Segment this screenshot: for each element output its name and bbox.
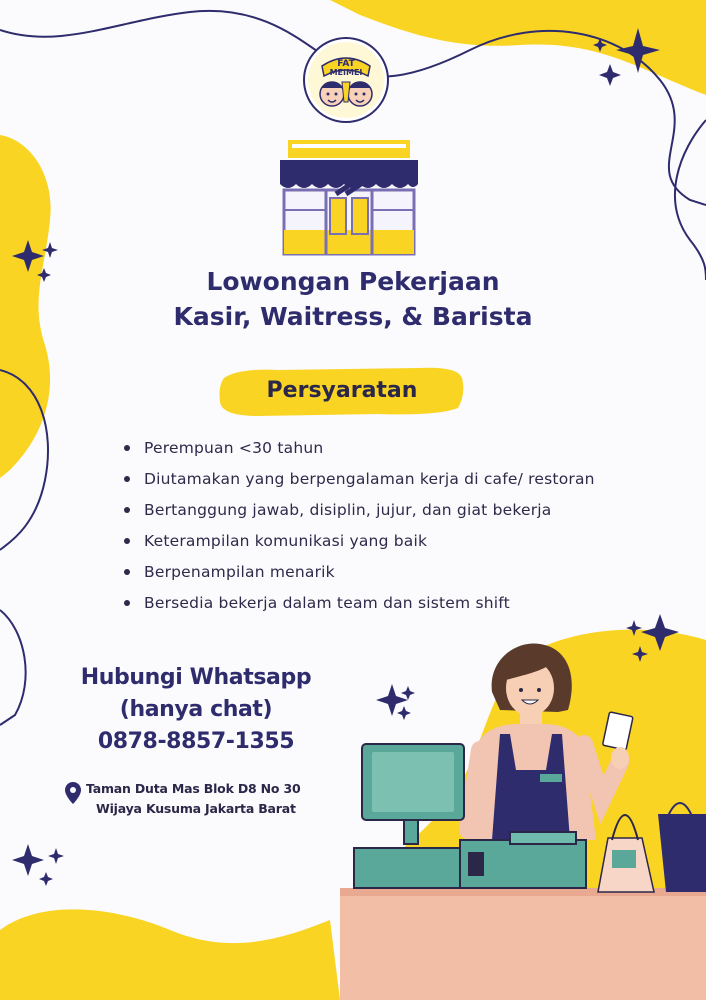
list-item: Bertanggung jawab, disiplin, jujur, dan giat bekerja [122,496,682,527]
cashier-illustration [340,640,706,1000]
address-line-1: Taman Duta Mas Blok D8 No 30 [86,781,301,796]
yellow-blob-bottom-left [0,909,340,1000]
list-item: Diutamakan yang berpengalaman kerja di cafe/ restoran [122,465,682,496]
address-block [86,779,326,819]
fat-meimei-logo-icon [302,36,390,124]
storefront-icon [276,138,422,256]
contact-block [66,662,326,758]
requirements-list [122,434,682,620]
contact-line-note: (hanya chat) [119,697,273,722]
contact-phone[interactable]: 0878-8857-1355 [97,729,295,754]
title-line-1: Lowongan Pekerjaan [206,267,500,296]
logo-text-fat: FAT [337,59,355,69]
page-title [0,264,706,334]
title-line-2: Kasir, Waitress, & Barista [173,302,533,331]
sparkle-icon-bottom-left [12,844,64,886]
list-item: Berpenampilan menarik [122,558,682,589]
location-pin-icon [64,781,82,805]
list-item: Perempuan <30 tahun [122,434,682,465]
address-line-2: Wijaya Kusuma Jakarta Barat [96,801,296,816]
list-item: Bersedia bekerja dalam team dan sistem shift [122,589,682,620]
logo-text-meimei: MEIMEI [329,68,363,77]
contact-line-whatsapp: Hubungi Whatsapp [80,665,312,690]
list-item: Keterampilan komunikasi yang baik [122,527,682,558]
requirements-heading: Persyaratan [266,378,418,403]
